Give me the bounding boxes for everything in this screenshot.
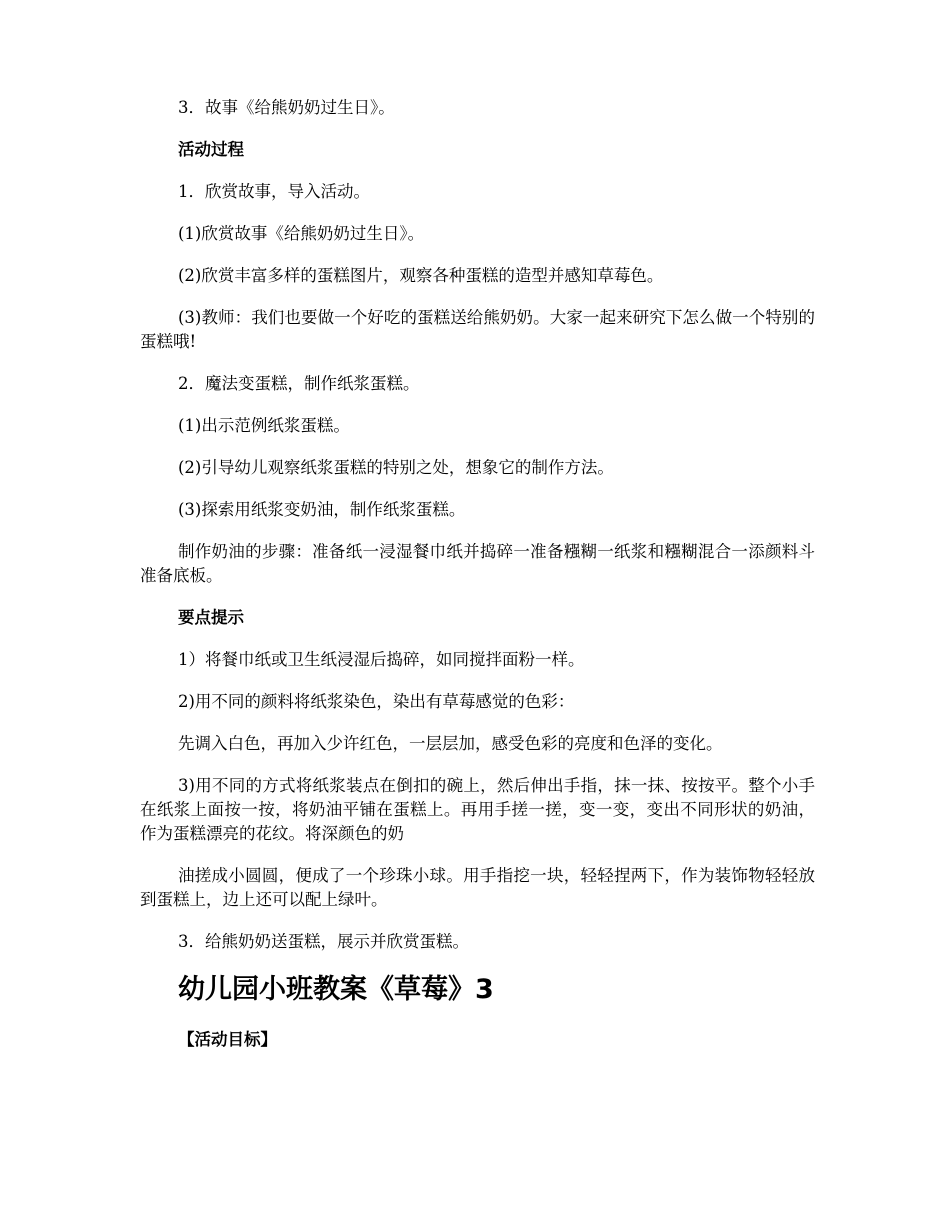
heading-tips: 要点提示 — [178, 608, 244, 627]
heading-activity-goal: 【活动目标】 — [178, 1030, 277, 1049]
section-title: 幼儿园小班教案《草莓》3 — [178, 974, 494, 1005]
paragraph-step-1-2: (2)欣赏丰富多样的蛋糕图片，观察各种蛋糕的造型并感知草莓色。 — [178, 266, 664, 285]
paragraph-step-1: 1．欣赏故事，导入活动。 — [178, 182, 370, 201]
heading-activity-process: 活动过程 — [178, 140, 244, 159]
paragraph-step-2-2: (2)引导幼儿观察纸浆蛋糕的特别之处，想象它的制作方法。 — [178, 458, 614, 477]
paragraph-story: 3．故事《给熊奶奶过生日》。 — [178, 98, 395, 117]
paragraph-step-2-1: (1)出示范例纸浆蛋糕。 — [178, 416, 350, 435]
paragraph-tip-3: 3)用不同的方式将纸浆装点在倒扣的碗上，然后伸出手指，抹一抹、按按平。整个小手在纸浆上面按一按，将奶油平铺在蛋糕上。再用手搓一搓，变一变，变出不同形状的奶油，作为蛋糕漂亮的花纹。将深颜色的奶 — [140, 776, 815, 843]
document-page — [140, 96, 815, 1070]
paragraph-step-1-3: (3)教师：我们也要做一个好吃的蛋糕送给熊奶奶。大家一起来研究下怎么做一个特别的蛋糕哦! — [140, 308, 815, 351]
paragraph-cream-steps: 制作奶油的步骤：准备纸一浸湿餐巾纸并捣碎一准备糨糊一纸浆和糨糊混合一添颜料斗准备底板。 — [140, 542, 815, 585]
paragraph-tip-3-continued: 油搓成小圆圆，便成了一个珍珠小球。用手指挖一块，轻轻捏两下，作为装饰物轻轻放到蛋糕上，边上还可以配上绿叶。 — [140, 866, 815, 909]
paragraph-tip-2: 2)用不同的颜料将纸浆染色，染出有草莓感觉的色彩： — [178, 692, 575, 711]
paragraph-tip-2-detail: 先调入白色，再加入少许红色，一层层加，感受色彩的亮度和色泽的变化。 — [178, 734, 723, 753]
paragraph-tip-1: 1）将餐巾纸或卫生纸浸湿后捣碎，如同搅拌面粉一样。 — [178, 650, 585, 669]
paragraph-step-1-1: (1)欣赏故事《给熊奶奶过生日》。 — [178, 224, 425, 243]
paragraph-step-3: 3．给熊奶奶送蛋糕，展示并欣赏蛋糕。 — [178, 932, 469, 951]
paragraph-step-2: 2．魔法变蛋糕，制作纸浆蛋糕。 — [178, 374, 420, 393]
paragraph-step-2-3: (3)探索用纸浆变奶油，制作纸浆蛋糕。 — [178, 500, 466, 519]
